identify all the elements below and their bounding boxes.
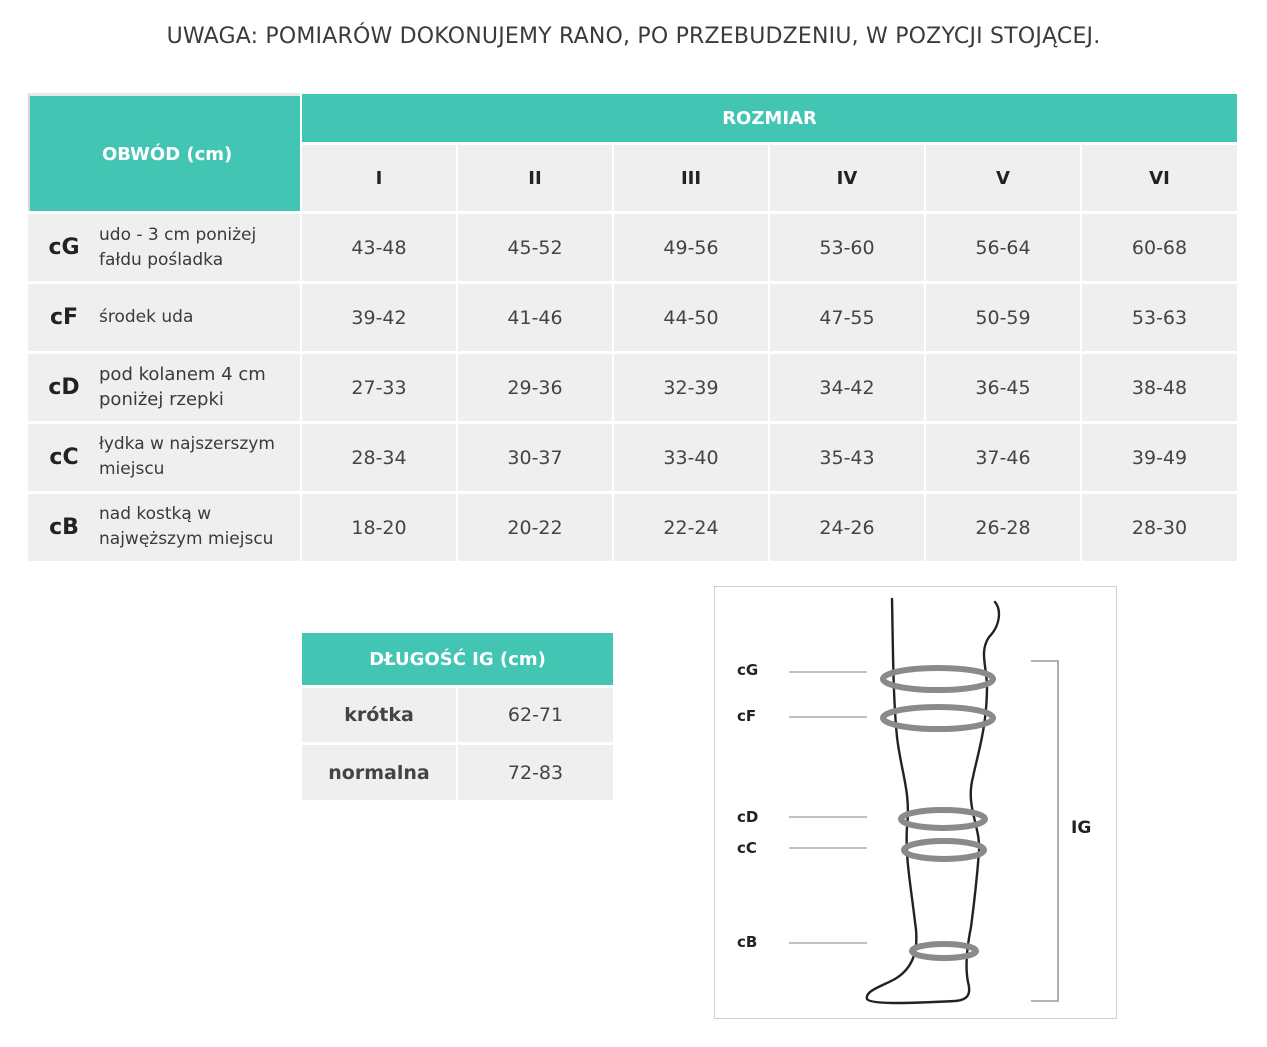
cell-cF-V: 50-59 [926, 284, 1080, 351]
leg-illustration [715, 587, 1118, 1020]
cell-cD-III: 32-39 [614, 354, 768, 421]
cell-cF-VI: 53-63 [1082, 284, 1237, 351]
row-label-cG [28, 214, 300, 281]
cell-cF-I: 39-42 [302, 284, 456, 351]
size-header-IV: IV [770, 145, 924, 211]
row-label-cB [28, 494, 300, 561]
cell-cD-IV: 34-42 [770, 354, 924, 421]
cell-cC-V: 37-46 [926, 424, 1080, 491]
length-value-normal: 72-83 [458, 745, 613, 800]
ring-cD [901, 810, 985, 828]
size-header-VI: VI [1082, 145, 1237, 211]
row-desc-line1: udo - 3 cm poniżej [99, 225, 257, 245]
length-value-short: 62-71 [458, 688, 613, 742]
cell-cB-I: 18-20 [302, 494, 456, 561]
cell-cD-I: 27-33 [302, 354, 456, 421]
cell-cG-IV: 53-60 [770, 214, 924, 281]
size-header-I: I [302, 145, 456, 211]
cell-cB-VI: 28-30 [1082, 494, 1237, 561]
cell-cD-V: 36-45 [926, 354, 1080, 421]
row-desc-line1: środek uda [99, 307, 194, 327]
ring-cF [883, 707, 993, 729]
diagram-label-IG: IG [1071, 818, 1092, 838]
cell-cD-II: 29-36 [458, 354, 612, 421]
cell-cG-III: 49-56 [614, 214, 768, 281]
cell-cC-III: 33-40 [614, 424, 768, 491]
circumference-header-label: OBWÓD (cm) [102, 144, 233, 165]
cell-cG-I: 43-48 [302, 214, 456, 281]
cell-cF-II: 41-46 [458, 284, 612, 351]
cell-cG-V: 56-64 [926, 214, 1080, 281]
row-label-cD [28, 354, 300, 421]
row-desc-line2: miejscu [99, 459, 165, 479]
measurement-rings [883, 668, 993, 958]
cell-cB-II: 20-22 [458, 494, 612, 561]
row-label-cC [28, 424, 300, 491]
row-desc-line2: poniżej rzepki [99, 389, 224, 410]
row-desc-line2: najwęższym miejscu [99, 529, 274, 549]
ring-cC [904, 841, 984, 859]
size-header-II: II [458, 145, 612, 211]
row-label-cF [28, 284, 300, 351]
cell-cF-III: 44-50 [614, 284, 768, 351]
diagram-label-cF: cF [737, 707, 757, 725]
row-code: cC [49, 445, 79, 470]
diagram-label-cB: cB [737, 933, 758, 951]
length-label-short: krótka [302, 688, 456, 742]
row-desc-line1: pod kolanem 4 cm [99, 364, 266, 385]
circumference-header [28, 93, 300, 211]
cell-cC-II: 30-37 [458, 424, 612, 491]
length-label-normal: normalna [302, 745, 456, 800]
cell-cB-IV: 24-26 [770, 494, 924, 561]
cell-cD-VI: 38-48 [1082, 354, 1237, 421]
row-code: cF [49, 305, 79, 330]
cell-cF-IV: 47-55 [770, 284, 924, 351]
ring-cG [883, 668, 993, 690]
row-desc-line2: fałdu pośladka [99, 250, 224, 270]
cell-cB-III: 22-24 [614, 494, 768, 561]
diagram-label-cD: cD [737, 808, 759, 826]
row-code: cB [49, 515, 79, 540]
guide-lines [789, 672, 867, 943]
leg-measurement-diagram [714, 586, 1117, 1019]
cell-cC-VI: 39-49 [1082, 424, 1237, 491]
cell-cG-II: 45-52 [458, 214, 612, 281]
length-bracket [1031, 661, 1058, 1001]
cell-cB-V: 26-28 [926, 494, 1080, 561]
size-header-V: V [926, 145, 1080, 211]
length-header: DŁUGOŚĆ IG (cm) [302, 633, 613, 685]
cell-cC-IV: 35-43 [770, 424, 924, 491]
cell-cC-I: 28-34 [302, 424, 456, 491]
diagram-label-cC: cC [737, 839, 757, 857]
size-group-header: ROZMIAR [302, 94, 1237, 142]
size-header-III: III [614, 145, 768, 211]
measurement-notice: UWAGA: POMIARÓW DOKONUJEMY RANO, PO PRZEBUDZENIU, W POZYCJI STOJĄCEJ. [166, 24, 1101, 49]
diagram-label-cG: cG [737, 661, 759, 679]
row-desc-line1: łydka w najszerszym [99, 434, 275, 454]
row-code: cD [48, 375, 80, 400]
cell-cG-VI: 60-68 [1082, 214, 1237, 281]
row-code: cG [48, 235, 80, 260]
row-desc-line1: nad kostką w [99, 504, 212, 524]
